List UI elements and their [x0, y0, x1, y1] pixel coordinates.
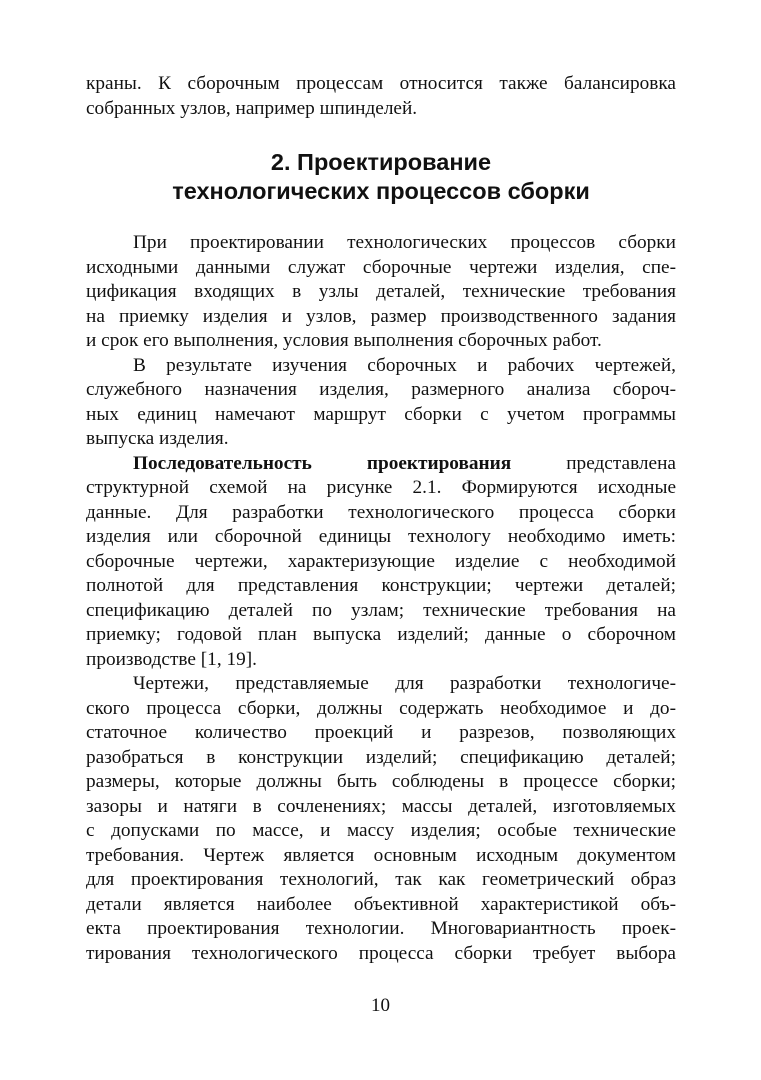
text-line: сборочные чертежи, характеризующие изделие с необходимой [86, 550, 676, 572]
paragraph-4 [86, 672, 676, 966]
text-line: зазоры и натяги в сочленениях; массы деталей, изготовляемых [86, 795, 676, 817]
section-heading [86, 148, 676, 206]
text-line: с допусками по массе, и массу изделия; особые технические [86, 820, 676, 841]
text-line: служебного назначения изделия, размерного анализа сбороч- [86, 379, 676, 400]
text-fragment: представлена [566, 452, 676, 474]
text-line: тирования технологического процесса сборки требует выбора [86, 942, 676, 964]
bold-lead-term: Последовательность проектирования [133, 452, 512, 474]
text-line: спецификацию деталей по узлам; технические требования на [86, 599, 676, 621]
text-line: ского процесса сборки, должны содержать необходимое и до- [86, 697, 676, 719]
text-line: данные. Для разработки технологического процесса сборки [86, 501, 676, 523]
section-title-line-1: 2. Проектирование [270, 149, 492, 175]
text-line: размеры, которые должны быть соблюдены в процессе сборки; [86, 771, 676, 792]
page-number: 10 [371, 995, 390, 1016]
text-line: краны. К сборочным процессам относится также балансировка [86, 73, 676, 94]
text-line: требования. Чертеж является основным исходным документом [86, 844, 676, 866]
text-line: разобраться в конструкции изделий; спецификацию деталей; [86, 746, 676, 768]
text-line: детали является наиболее объективной характеристикой объ- [86, 893, 676, 915]
text-line: статочное количество проекций и разрезов, позволяющих [86, 722, 676, 743]
text-line [86, 452, 676, 477]
text-line: изделия или сборочной единицы технологу необходимо иметь: [86, 526, 676, 547]
paragraph-3 [86, 452, 676, 673]
text-line: екта проектирования технологии. Многовариантность проек- [86, 918, 676, 939]
text-line: При проектировании технологических процессов сборки [133, 232, 676, 253]
paragraph-2 [86, 354, 676, 452]
text-line: производстве [1, 19]. [86, 648, 257, 670]
text-line: выпуска изделия. [86, 428, 229, 449]
text-line: полнотой для представления конструкции; чертежи деталей; [86, 575, 676, 596]
text-line: для проектирования технологий, так как геометрический образ [86, 869, 676, 890]
text-line: В результате изучения сборочных и рабочих чертежей, [133, 354, 676, 376]
text-line: на приемку изделия и узлов, размер производственного задания [86, 305, 676, 327]
paragraph-1 [86, 231, 676, 354]
text-line: и срок его выполнения, условия выполнения сборочных работ. [86, 330, 602, 351]
text-line: приемку; годовой план выпуска изделий; данные о сборочном [86, 624, 676, 645]
page-body [86, 72, 676, 966]
text-line: цификация входящих в узлы деталей, технические требования [86, 281, 676, 302]
text-line: ных единиц намечают маршрут сборки с учетом программы [86, 403, 676, 425]
intro-paragraph [86, 72, 676, 121]
text-line: структурной схемой на рисунке 2.1. Формируются исходные [86, 477, 676, 498]
text-line: исходными данными служат сборочные чертежи изделия, спе- [86, 256, 676, 278]
text-line: собранных узлов, например шпинделей. [86, 97, 418, 119]
section-title-line-2: технологических процессов сборки [172, 178, 590, 204]
text-line: Чертежи, представляемые для разработки технологиче- [133, 673, 676, 694]
